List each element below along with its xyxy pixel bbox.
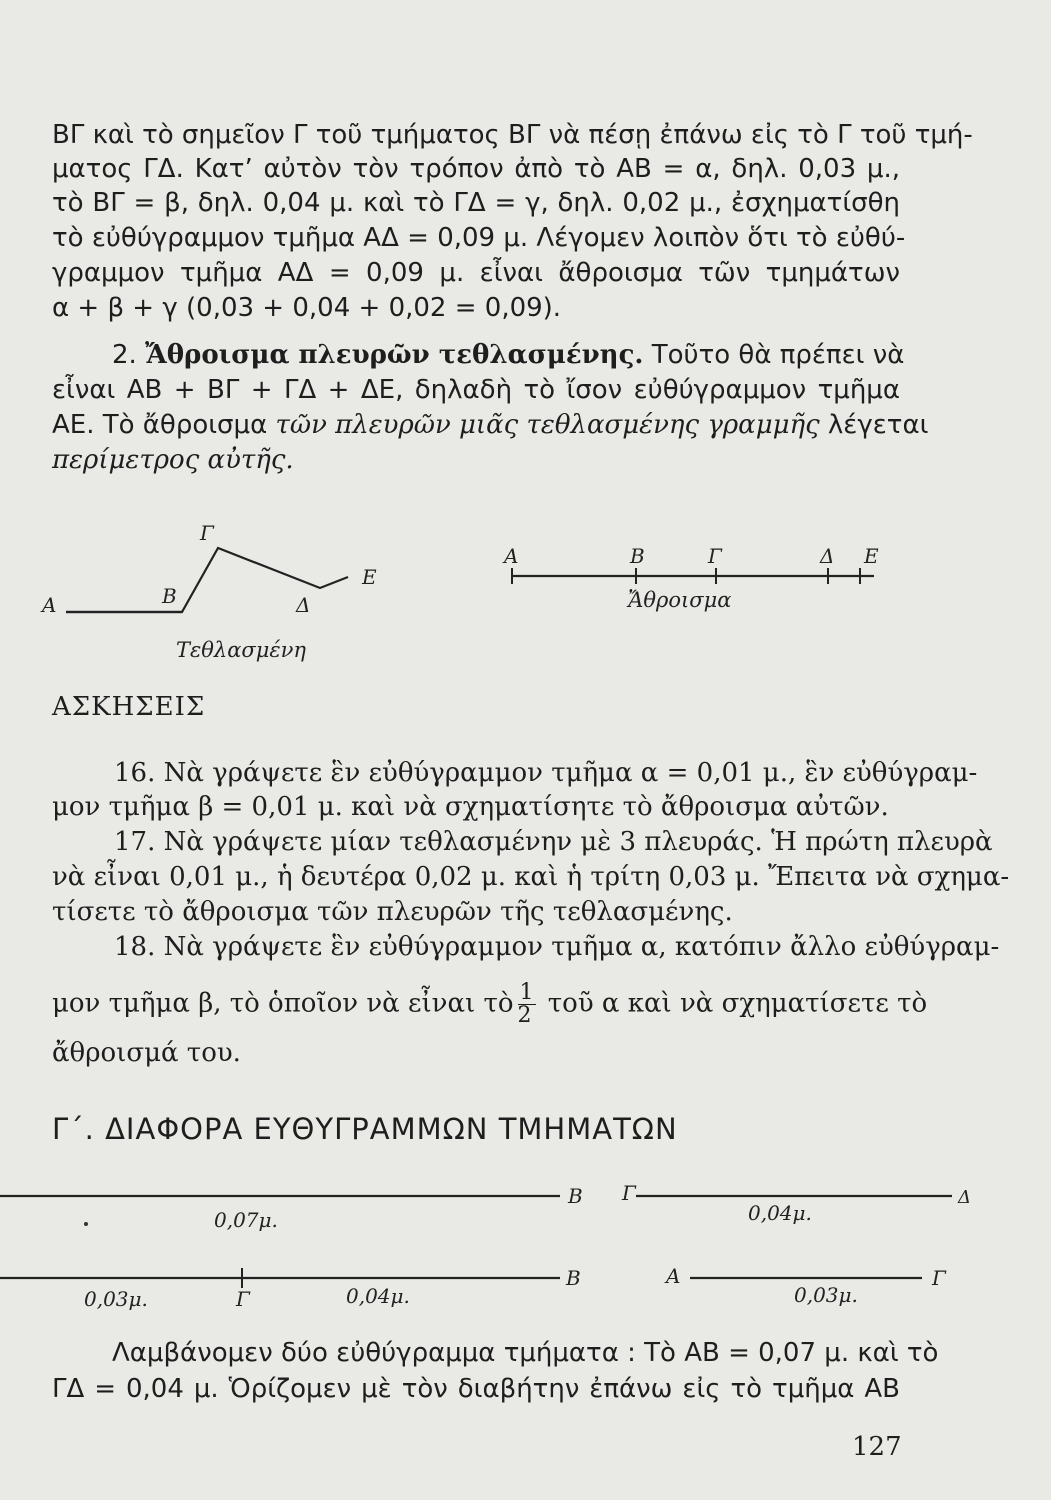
- broken-line-caption: Τεθλασμένη: [176, 638, 307, 662]
- vertex-label-d: Δ: [296, 593, 311, 617]
- text-line: ΓΔ = 0,04 μ. Ὁρίζομεν μὲ τὸν διαβήτην ἐπάνω εἰς τὸ τμῆμα ΑΒ: [52, 1374, 900, 1404]
- text-line: α + β + γ (0,03 + 0,04 + 0,02 = 0,09).: [52, 293, 562, 323]
- label-g-3: Γ: [932, 1266, 946, 1290]
- text-line: ματος ΓΔ. Κατ’ αὐτὸν τὸν τρόπον ἀπὸ τὸ ΑΒ = α, δηλ. 0,03 μ.,: [52, 154, 900, 184]
- text-span: μον τμῆμα β, τὸ ὁποῖον νὰ εἶναι τὸ: [52, 988, 514, 1019]
- fraction-denominator: 2: [517, 1003, 532, 1028]
- label-g-1: Γ: [622, 1181, 636, 1205]
- label-b-1: Β: [568, 1184, 583, 1208]
- text-line: ΒΓ καὶ τὸ σημεῖον Γ τοῦ τμήματος ΒΓ νὰ πέσῃ ἐπάνω εἰς τὸ Γ τοῦ τμή-: [52, 120, 973, 150]
- exercise-17-line: τίσετε τὸ ἄθροισμα τῶν πλευρῶν τῆς τεθλασμένης.: [52, 897, 733, 927]
- point-label-g: Γ: [708, 544, 722, 568]
- exercise-17-line: 17. Νὰ γράψετε μίαν τεθλασμένην μὲ 3 πλευράς. Ἡ πρώτη πλευρὰ: [114, 827, 993, 857]
- label-g-2: Γ: [236, 1287, 250, 1311]
- point-label-d: Δ: [820, 544, 835, 568]
- exercise-18-line: [52, 980, 928, 1028]
- point-label-a: Α: [504, 544, 519, 568]
- length-ag-split: 0,03μ.: [84, 1287, 148, 1311]
- paragraph-number: 2.: [112, 340, 137, 370]
- text-line: εἶναι ΑΒ + ΒΓ + ΓΔ + ΔΕ, δηλαδὴ τὸ ἴσον εὐθύγραμμον τμῆμα: [52, 375, 900, 405]
- exercise-16-line: 16. Νὰ γράψετε ἓν εὐθύγραμμον τμῆμα α = 0,01 μ., ἓν εὐθύγραμ-: [114, 758, 978, 788]
- text-span: λέγεται: [827, 410, 929, 440]
- text-span: ΑΕ. Τὸ ἄθροισμα: [52, 410, 268, 440]
- point-label-b: Β: [630, 544, 645, 568]
- label-d-1: Δ: [958, 1187, 971, 1208]
- label-b-2: Β: [566, 1266, 581, 1290]
- vertex-label-g: Γ: [200, 521, 214, 545]
- exercises-title: ΑΣΚΗΣΕΙΣ: [52, 692, 206, 722]
- sum-caption: Ἄθροισμα: [628, 588, 732, 612]
- text-span: Τοῦτο θὰ πρέπει νὰ: [651, 340, 905, 370]
- italic-span: τῶν πλευρῶν μιᾶς τεθλασμένης γραμμῆς: [275, 410, 820, 440]
- text-line: γραμμον τμῆμα ΑΔ = 0,09 μ. εἶναι ἄθροισμα τῶν τμημάτων: [52, 258, 900, 288]
- length-ag: 0,03μ.: [794, 1283, 858, 1307]
- fraction-numerator: 1: [519, 980, 534, 1005]
- italic-line: περίμετρος αὐτῆς.: [52, 445, 294, 475]
- vertex-label-b: Β: [162, 584, 177, 608]
- section-heading: Γ΄. ΔΙΑΦΟΡΑ ΕΥΘΥΓΡΑΜΜΩΝ ΤΜΗΜΑΤΩΝ: [52, 1112, 678, 1146]
- length-gd: 0,04μ.: [748, 1201, 812, 1225]
- broken-line-figure: [40, 521, 377, 662]
- exercise-17-line: νὰ εἶναι 0,01 μ., ἡ δευτέρα 0,02 μ. καὶ ἡ τρίτη 0,03 μ. Ἔπειτα νὰ σχημα-: [52, 862, 1010, 892]
- fraction: [518, 982, 536, 1027]
- exercise-16-line: μον τμῆμα β = 0,01 μ. καὶ νὰ σχηματίσητε τὸ ἄθροισμα αὐτῶν.: [52, 792, 889, 822]
- text-line: τὸ ΒΓ = β, δηλ. 0,04 μ. καὶ τὸ ΓΔ = γ, δηλ. 0,02 μ., ἐσχηματίσθη: [52, 188, 900, 218]
- text-span: τοῦ α καὶ νὰ σχηματίσετε τὸ: [547, 988, 928, 1019]
- exercise-18-line: ἄθροισμά του.: [52, 1038, 241, 1068]
- page-number: 127: [852, 1432, 902, 1462]
- vertex-label-a: Α: [42, 593, 57, 617]
- ink-dot: [84, 1222, 88, 1226]
- exercise-18-line: 18. Νὰ γράψετε ἓν εὐθύγραμμον τμῆμα α, κατόπιν ἄλλο εὐθύγραμ-: [114, 932, 1000, 962]
- vertex-label-e: Ε: [362, 565, 377, 589]
- length-gb-split: 0,04μ.: [346, 1284, 410, 1308]
- text-line: τὸ εὐθύγραμμον τμῆμα ΑΔ = 0,09 μ. Λέγομεν λοιπὸν ὅτι τὸ εὐθύ-: [52, 223, 906, 253]
- text-line: Λαμβάνομεν δύο εὐθύγραμμα τμήματα : Τὸ ΑΒ = 0,07 μ. καὶ τὸ: [112, 1338, 939, 1368]
- sum-segment-figure: [502, 544, 879, 612]
- difference-figure: [0, 1181, 971, 1311]
- paragraph-title: Ἄθροισμα πλευρῶν τεθλασμένης.: [145, 340, 644, 370]
- length-ab: 0,07μ.: [214, 1208, 278, 1232]
- point-label-e: Ε: [864, 544, 879, 568]
- label-a-2: Α: [666, 1264, 681, 1288]
